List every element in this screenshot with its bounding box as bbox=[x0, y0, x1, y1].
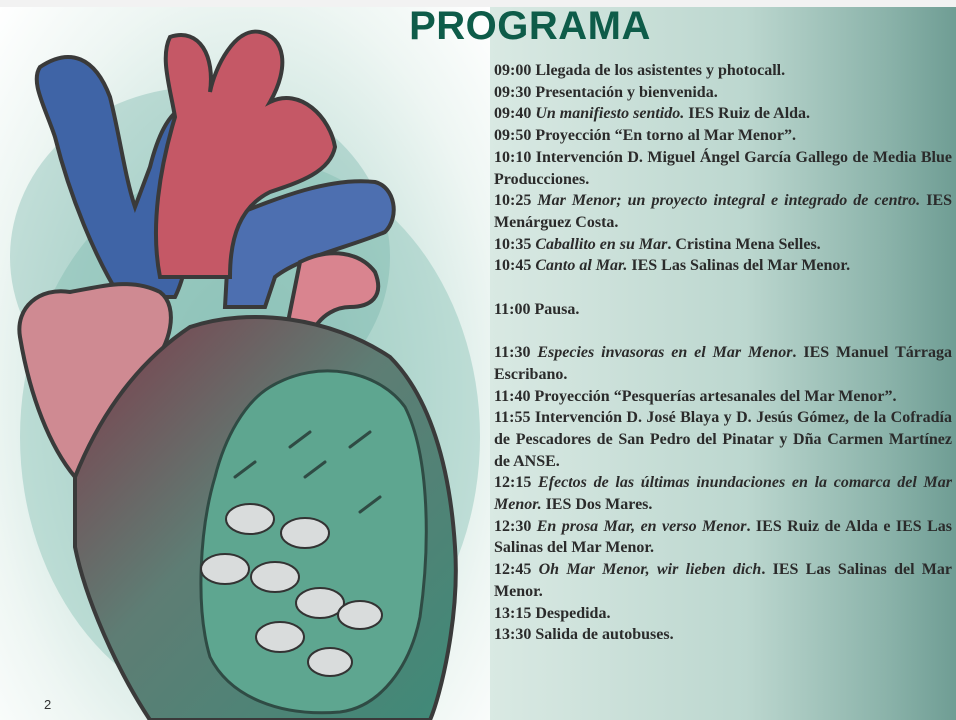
schedule-item bbox=[494, 234, 952, 256]
schedule-item bbox=[494, 190, 952, 233]
schedule-time: 11:40 bbox=[494, 387, 535, 405]
schedule-text: IES Las Salinas del Mar Menor. bbox=[631, 257, 851, 275]
schedule-title: En prosa Mar, en verso Menor bbox=[536, 517, 747, 535]
schedule-text: Pausa. bbox=[534, 300, 580, 318]
schedule-text: Despedida. bbox=[535, 604, 611, 622]
schedule-time: 10:35 bbox=[494, 235, 536, 253]
schedule-item bbox=[494, 516, 952, 559]
page-number: 2 bbox=[44, 697, 52, 712]
schedule-item bbox=[494, 407, 952, 472]
schedule-text: . IES Las Salinas del Mar Menor. bbox=[494, 561, 952, 600]
schedule-text: Intervención D. José Blaya y D. Jesús Gómez, de la Cofradía de Pescadores de San Pedro del Pinatar y Dña Carmen Martínez de ANSE. bbox=[494, 409, 952, 470]
schedule-title: Efectos de las últimas inundaciones en la comarca del Mar Menor. bbox=[494, 474, 952, 514]
schedule-text: Llegada de los asistentes y photocall. bbox=[535, 62, 786, 79]
schedule-gap bbox=[494, 320, 952, 342]
schedule-time: 09:50 bbox=[494, 127, 536, 145]
schedule-title: Oh Mar Menor, wir lieben dich bbox=[538, 561, 762, 579]
schedule-title: Especies invasoras en el Mar Menor bbox=[537, 344, 793, 362]
heart-drawing bbox=[0, 7, 490, 720]
schedule-time: 09:30 bbox=[494, 83, 536, 101]
schedule-title: Caballito en su Mar bbox=[535, 235, 668, 253]
schedule-text: Salida de autobuses. bbox=[535, 626, 674, 644]
schedule-time: 12:45 bbox=[494, 561, 539, 579]
schedule-item bbox=[494, 125, 952, 147]
schedule-text: Intervención D. Miguel Ángel García Gallego de Media Blue Producciones. bbox=[494, 148, 953, 188]
schedule-time: 09:00 bbox=[494, 62, 536, 79]
schedule-text: IES Dos Mares. bbox=[545, 496, 653, 514]
schedule-item bbox=[494, 103, 952, 125]
schedule-time: 13:15 bbox=[494, 604, 536, 622]
schedule-item bbox=[494, 342, 952, 385]
schedule-gap bbox=[494, 277, 952, 299]
schedule-item bbox=[494, 82, 952, 104]
schedule-text: Presentación y bienvenida. bbox=[535, 83, 718, 101]
schedule-time: 11:55 bbox=[494, 409, 535, 427]
schedule-text: IES Ruiz de Alda. bbox=[688, 105, 811, 123]
schedule-text: Proyección “En torno al Mar Menor”. bbox=[535, 127, 797, 145]
schedule-list bbox=[494, 60, 952, 646]
schedule-text: Proyección “Pesquerías artesanales del Mar Menor”. bbox=[534, 387, 897, 405]
schedule-time: 13:30 bbox=[494, 626, 536, 644]
schedule-time: 10:45 bbox=[494, 257, 536, 275]
schedule-item bbox=[494, 299, 952, 321]
schedule-title: Mar Menor; un proyecto integral e integrado de centro. bbox=[537, 192, 921, 210]
schedule-item bbox=[494, 147, 952, 190]
schedule-time: 11:00 bbox=[494, 300, 535, 318]
schedule-text: . Cristina Mena Selles. bbox=[667, 235, 821, 253]
schedule-item bbox=[494, 624, 952, 646]
schedule-item bbox=[494, 559, 952, 602]
schedule-time: 10:25 bbox=[494, 192, 538, 210]
schedule-text: IES Menárguez Costa. bbox=[494, 192, 953, 231]
schedule-time: 09:40 bbox=[494, 105, 536, 123]
schedule-time: 11:30 bbox=[494, 344, 538, 362]
schedule-time: 10:10 bbox=[494, 148, 536, 166]
schedule-time: 12:30 bbox=[494, 517, 537, 535]
schedule-item bbox=[494, 472, 952, 515]
schedule-text: . IES Ruiz de Alda e IES Las Salinas del Mar Menor. bbox=[494, 517, 953, 557]
page-title: PROGRAMA bbox=[409, 4, 651, 48]
schedule-item bbox=[494, 386, 952, 408]
schedule-time: 12:15 bbox=[494, 474, 539, 492]
schedule-item bbox=[494, 255, 952, 277]
heart-illustration bbox=[0, 7, 490, 720]
schedule-item bbox=[494, 603, 952, 625]
schedule-item bbox=[494, 60, 952, 82]
schedule-title: Canto al Mar. bbox=[535, 257, 628, 275]
schedule-title: Un manifiesto sentido. bbox=[535, 105, 685, 123]
schedule-text: . IES Manuel Tárraga Escribano. bbox=[494, 344, 953, 383]
